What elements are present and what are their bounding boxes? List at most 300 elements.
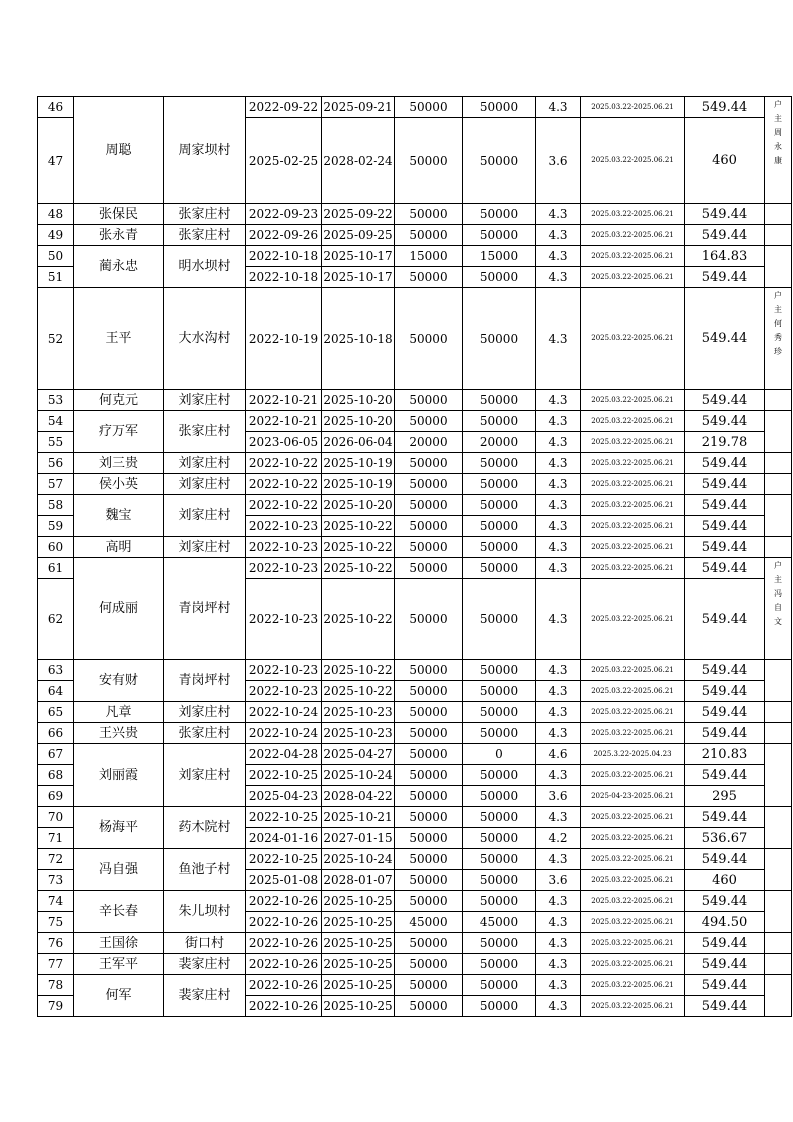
loan-balance-cell: 50000 <box>463 474 536 495</box>
subsidy-amount-cell: 164.83 <box>685 246 765 267</box>
loan-amount-cell: 50000 <box>395 975 463 996</box>
borrower-name-cell: 张永青 <box>74 225 164 246</box>
village-cell: 街口村 <box>164 933 246 954</box>
interest-period-cell: 2025.03.22-2025.06.21 <box>581 453 685 474</box>
subsidy-amount-cell: 549.44 <box>685 579 765 660</box>
interest-rate-cell: 4.3 <box>536 495 581 516</box>
village-cell: 刘家庄村 <box>164 744 246 807</box>
table-row <box>38 288 792 390</box>
row-number-cell: 52 <box>38 288 74 390</box>
interest-period-cell: 2025.03.22-2025.06.21 <box>581 432 685 453</box>
loan-start-date-cell: 2024-01-16 <box>246 828 322 849</box>
subsidy-amount-cell: 549.44 <box>685 97 765 118</box>
village-cell: 刘家庄村 <box>164 474 246 495</box>
interest-rate-cell: 4.3 <box>536 204 581 225</box>
loan-end-date-cell: 2025-10-23 <box>322 723 395 744</box>
loan-balance-cell: 15000 <box>463 246 536 267</box>
village-cell: 鱼池子村 <box>164 849 246 891</box>
household-head-note: 户 主 周 永 康 <box>774 100 782 165</box>
table-row <box>38 807 792 828</box>
interest-rate-cell: 4.3 <box>536 954 581 975</box>
loan-start-date-cell: 2022-04-28 <box>246 744 322 765</box>
subsidy-amount-cell: 549.44 <box>685 660 765 681</box>
table-row <box>38 246 792 267</box>
loan-start-date-cell: 2022-10-23 <box>246 681 322 702</box>
loan-start-date-cell: 2022-10-26 <box>246 975 322 996</box>
interest-period-cell: 2025.03.22-2025.06.21 <box>581 933 685 954</box>
interest-rate-cell: 4.3 <box>536 933 581 954</box>
subsidy-amount-cell: 549.44 <box>685 681 765 702</box>
loan-balance-cell: 45000 <box>463 912 536 933</box>
loan-balance-cell: 50000 <box>463 891 536 912</box>
loan-end-date-cell: 2028-01-07 <box>322 870 395 891</box>
loan-end-date-cell: 2025-10-25 <box>322 975 395 996</box>
interest-period-cell: 2025.03.22-2025.06.21 <box>581 411 685 432</box>
loan-end-date-cell: 2025-10-21 <box>322 807 395 828</box>
loan-end-date-cell: 2025-10-25 <box>322 933 395 954</box>
village-cell: 裴家庄村 <box>164 954 246 975</box>
loan-amount-cell: 50000 <box>395 723 463 744</box>
loan-interest-table <box>37 96 792 1017</box>
borrower-name-cell: 疗万军 <box>74 411 164 453</box>
subsidy-amount-cell: 460 <box>685 870 765 891</box>
village-cell: 张家庄村 <box>164 723 246 744</box>
loan-end-date-cell: 2025-09-22 <box>322 204 395 225</box>
loan-amount-cell: 50000 <box>395 225 463 246</box>
village-cell: 刘家庄村 <box>164 453 246 474</box>
loan-balance-cell: 50000 <box>463 765 536 786</box>
interest-period-cell: 2025.03.22-2025.06.21 <box>581 267 685 288</box>
loan-end-date-cell: 2025-10-25 <box>322 996 395 1017</box>
loan-end-date-cell: 2025-10-22 <box>322 516 395 537</box>
interest-rate-cell: 4.3 <box>536 996 581 1017</box>
remark-cell <box>765 495 792 537</box>
loan-start-date-cell: 2025-01-08 <box>246 870 322 891</box>
loan-end-date-cell: 2025-09-21 <box>322 97 395 118</box>
loan-amount-cell: 50000 <box>395 807 463 828</box>
loan-balance-cell: 50000 <box>463 537 536 558</box>
loan-amount-cell: 50000 <box>395 660 463 681</box>
row-number-cell: 46 <box>38 97 74 118</box>
interest-rate-cell: 4.3 <box>536 891 581 912</box>
interest-period-cell: 2025.03.22-2025.06.21 <box>581 681 685 702</box>
interest-rate-cell: 4.3 <box>536 807 581 828</box>
interest-period-cell: 2025.03.22-2025.06.21 <box>581 516 685 537</box>
table-row <box>38 225 792 246</box>
loan-end-date-cell: 2025-10-18 <box>322 288 395 390</box>
loan-balance-cell: 50000 <box>463 225 536 246</box>
table-row <box>38 97 792 118</box>
subsidy-amount-cell: 549.44 <box>685 288 765 390</box>
remark-cell <box>765 744 792 807</box>
interest-period-cell: 2025.03.22-2025.06.21 <box>581 474 685 495</box>
loan-balance-cell: 50000 <box>463 453 536 474</box>
loan-start-date-cell: 2022-10-26 <box>246 891 322 912</box>
row-number-cell: 66 <box>38 723 74 744</box>
loan-start-date-cell: 2022-10-24 <box>246 723 322 744</box>
row-number-cell: 73 <box>38 870 74 891</box>
loan-end-date-cell: 2026-06-04 <box>322 432 395 453</box>
borrower-name-cell: 蔺永忠 <box>74 246 164 288</box>
table-row <box>38 411 792 432</box>
subsidy-amount-cell: 549.44 <box>685 390 765 411</box>
loan-amount-cell: 50000 <box>395 474 463 495</box>
subsidy-amount-cell: 549.44 <box>685 453 765 474</box>
loan-amount-cell: 15000 <box>395 246 463 267</box>
subsidy-amount-cell: 549.44 <box>685 933 765 954</box>
loan-amount-cell: 20000 <box>395 432 463 453</box>
remark-cell <box>765 660 792 702</box>
subsidy-amount-cell: 549.44 <box>685 411 765 432</box>
interest-rate-cell: 4.3 <box>536 97 581 118</box>
interest-rate-cell: 3.6 <box>536 118 581 204</box>
loan-end-date-cell: 2028-04-22 <box>322 786 395 807</box>
remark-cell <box>765 97 792 204</box>
loan-amount-cell: 50000 <box>395 765 463 786</box>
subsidy-amount-cell: 549.44 <box>685 975 765 996</box>
row-number-cell: 64 <box>38 681 74 702</box>
borrower-name-cell: 刘三贵 <box>74 453 164 474</box>
subsidy-amount-cell: 536.67 <box>685 828 765 849</box>
subsidy-amount-cell: 295 <box>685 786 765 807</box>
loan-balance-cell: 50000 <box>463 390 536 411</box>
remark-cell <box>765 954 792 975</box>
remark-cell <box>765 537 792 558</box>
row-number-cell: 65 <box>38 702 74 723</box>
loan-start-date-cell: 2022-10-18 <box>246 267 322 288</box>
subsidy-amount-cell: 549.44 <box>685 807 765 828</box>
interest-rate-cell: 4.3 <box>536 975 581 996</box>
row-number-cell: 72 <box>38 849 74 870</box>
loan-start-date-cell: 2022-10-26 <box>246 954 322 975</box>
borrower-name-cell: 何成丽 <box>74 558 164 660</box>
household-head-note: 户 主 何 秀 珍 <box>774 291 782 356</box>
loan-amount-cell: 50000 <box>395 411 463 432</box>
village-cell: 青岗坪村 <box>164 558 246 660</box>
interest-rate-cell: 3.6 <box>536 870 581 891</box>
interest-period-cell: 2025.03.22-2025.06.21 <box>581 495 685 516</box>
village-cell: 朱儿坝村 <box>164 891 246 933</box>
loan-amount-cell: 50000 <box>395 681 463 702</box>
interest-rate-cell: 4.3 <box>536 516 581 537</box>
table-row <box>38 723 792 744</box>
village-cell: 刘家庄村 <box>164 495 246 537</box>
interest-rate-cell: 4.3 <box>536 558 581 579</box>
loan-amount-cell: 50000 <box>395 828 463 849</box>
loan-start-date-cell: 2022-10-19 <box>246 288 322 390</box>
table-row <box>38 954 792 975</box>
subsidy-amount-cell: 549.44 <box>685 204 765 225</box>
loan-end-date-cell: 2025-10-17 <box>322 267 395 288</box>
borrower-name-cell: 凡章 <box>74 702 164 723</box>
loan-balance-cell: 20000 <box>463 432 536 453</box>
remark-cell <box>765 891 792 933</box>
subsidy-amount-cell: 494.50 <box>685 912 765 933</box>
loan-balance-cell: 50000 <box>463 411 536 432</box>
subsidy-amount-cell: 549.44 <box>685 891 765 912</box>
borrower-name-cell: 侯小英 <box>74 474 164 495</box>
loan-amount-cell: 45000 <box>395 912 463 933</box>
loan-balance-cell: 50000 <box>463 828 536 849</box>
loan-amount-cell: 50000 <box>395 933 463 954</box>
row-number-cell: 49 <box>38 225 74 246</box>
subsidy-amount-cell: 549.44 <box>685 474 765 495</box>
row-number-cell: 57 <box>38 474 74 495</box>
loan-end-date-cell: 2028-02-24 <box>322 118 395 204</box>
loan-amount-cell: 50000 <box>395 516 463 537</box>
interest-period-cell: 2025.03.22-2025.06.21 <box>581 702 685 723</box>
loan-amount-cell: 50000 <box>395 891 463 912</box>
loan-amount-cell: 50000 <box>395 870 463 891</box>
village-cell: 刘家庄村 <box>164 537 246 558</box>
remark-cell <box>765 474 792 495</box>
loan-end-date-cell: 2025-10-19 <box>322 453 395 474</box>
subsidy-amount-cell: 460 <box>685 118 765 204</box>
subsidy-amount-cell: 210.83 <box>685 744 765 765</box>
loan-balance-cell: 50000 <box>463 288 536 390</box>
loan-balance-cell: 50000 <box>463 870 536 891</box>
loan-end-date-cell: 2025-10-25 <box>322 891 395 912</box>
borrower-name-cell: 张保民 <box>74 204 164 225</box>
village-cell: 张家庄村 <box>164 411 246 453</box>
loan-end-date-cell: 2025-04-27 <box>322 744 395 765</box>
village-cell: 青岗坪村 <box>164 660 246 702</box>
table-row <box>38 702 792 723</box>
loan-balance-cell: 50000 <box>463 204 536 225</box>
interest-rate-cell: 4.2 <box>536 828 581 849</box>
loan-amount-cell: 50000 <box>395 97 463 118</box>
interest-period-cell: 2025.03.22-2025.06.21 <box>581 118 685 204</box>
row-number-cell: 54 <box>38 411 74 432</box>
loan-amount-cell: 50000 <box>395 390 463 411</box>
interest-rate-cell: 4.3 <box>536 849 581 870</box>
borrower-name-cell: 杨海平 <box>74 807 164 849</box>
loan-amount-cell: 50000 <box>395 267 463 288</box>
loan-balance-cell: 50000 <box>463 996 536 1017</box>
loan-balance-cell: 50000 <box>463 660 536 681</box>
subsidy-amount-cell: 549.44 <box>685 537 765 558</box>
row-number-cell: 48 <box>38 204 74 225</box>
loan-balance-cell: 0 <box>463 744 536 765</box>
loan-balance-cell: 50000 <box>463 933 536 954</box>
row-number-cell: 76 <box>38 933 74 954</box>
interest-rate-cell: 4.3 <box>536 537 581 558</box>
subsidy-amount-cell: 549.44 <box>685 702 765 723</box>
interest-period-cell: 2025.03.22-2025.06.21 <box>581 97 685 118</box>
interest-rate-cell: 4.3 <box>536 246 581 267</box>
interest-period-cell: 2025.03.22-2025.06.21 <box>581 996 685 1017</box>
subsidy-amount-cell: 219.78 <box>685 432 765 453</box>
loan-end-date-cell: 2025-10-20 <box>322 495 395 516</box>
village-cell: 大水沟村 <box>164 288 246 390</box>
row-number-cell: 47 <box>38 118 74 204</box>
loan-start-date-cell: 2022-10-23 <box>246 660 322 681</box>
loan-start-date-cell: 2022-10-25 <box>246 807 322 828</box>
loan-amount-cell: 50000 <box>395 579 463 660</box>
loan-balance-cell: 50000 <box>463 495 536 516</box>
borrower-name-cell: 王兴贵 <box>74 723 164 744</box>
table-row <box>38 975 792 996</box>
table-row <box>38 537 792 558</box>
table-row <box>38 849 792 870</box>
interest-rate-cell: 4.3 <box>536 225 581 246</box>
row-number-cell: 75 <box>38 912 74 933</box>
loan-start-date-cell: 2025-04-23 <box>246 786 322 807</box>
loan-end-date-cell: 2025-10-22 <box>322 660 395 681</box>
interest-rate-cell: 4.3 <box>536 432 581 453</box>
table-row <box>38 474 792 495</box>
row-number-cell: 77 <box>38 954 74 975</box>
row-number-cell: 70 <box>38 807 74 828</box>
interest-period-cell: 2025.03.22-2025.06.21 <box>581 912 685 933</box>
loan-end-date-cell: 2025-09-25 <box>322 225 395 246</box>
loan-amount-cell: 50000 <box>395 495 463 516</box>
loan-start-date-cell: 2022-10-26 <box>246 912 322 933</box>
table-row <box>38 495 792 516</box>
table-row <box>38 891 792 912</box>
row-number-cell: 55 <box>38 432 74 453</box>
loan-start-date-cell: 2022-09-23 <box>246 204 322 225</box>
table-row <box>38 744 792 765</box>
remark-cell <box>765 390 792 411</box>
loan-start-date-cell: 2022-10-18 <box>246 246 322 267</box>
remark-cell <box>765 558 792 660</box>
remark-cell <box>765 246 792 288</box>
row-number-cell: 79 <box>38 996 74 1017</box>
borrower-name-cell: 何军 <box>74 975 164 1017</box>
interest-period-cell: 2025.03.22-2025.06.21 <box>581 723 685 744</box>
borrower-name-cell: 王国徐 <box>74 933 164 954</box>
loan-amount-cell: 50000 <box>395 558 463 579</box>
loan-start-date-cell: 2022-10-25 <box>246 849 322 870</box>
loan-balance-cell: 50000 <box>463 807 536 828</box>
row-number-cell: 71 <box>38 828 74 849</box>
interest-period-cell: 2025.03.22-2025.06.21 <box>581 204 685 225</box>
subsidy-amount-cell: 549.44 <box>685 849 765 870</box>
loan-end-date-cell: 2025-10-24 <box>322 849 395 870</box>
loan-start-date-cell: 2022-10-23 <box>246 558 322 579</box>
interest-rate-cell: 4.3 <box>536 267 581 288</box>
interest-rate-cell: 4.3 <box>536 579 581 660</box>
subsidy-amount-cell: 549.44 <box>685 495 765 516</box>
loan-end-date-cell: 2025-10-20 <box>322 390 395 411</box>
interest-period-cell: 2025.03.22-2025.06.21 <box>581 579 685 660</box>
loan-amount-cell: 50000 <box>395 453 463 474</box>
table-row <box>38 204 792 225</box>
village-cell: 周家坝村 <box>164 97 246 204</box>
remark-cell <box>765 453 792 474</box>
loan-start-date-cell: 2022-10-22 <box>246 453 322 474</box>
subsidy-amount-cell: 549.44 <box>685 558 765 579</box>
loan-start-date-cell: 2025-02-25 <box>246 118 322 204</box>
row-number-cell: 59 <box>38 516 74 537</box>
interest-period-cell: 2025.03.22-2025.06.21 <box>581 225 685 246</box>
interest-rate-cell: 3.6 <box>536 786 581 807</box>
loan-end-date-cell: 2025-10-25 <box>322 912 395 933</box>
loan-balance-cell: 50000 <box>463 516 536 537</box>
loan-end-date-cell: 2025-10-22 <box>322 681 395 702</box>
village-cell: 刘家庄村 <box>164 702 246 723</box>
interest-rate-cell: 4.3 <box>536 411 581 432</box>
table-row <box>38 933 792 954</box>
remark-cell <box>765 204 792 225</box>
borrower-name-cell: 刘丽霞 <box>74 744 164 807</box>
loan-end-date-cell: 2025-10-22 <box>322 579 395 660</box>
remark-cell <box>765 702 792 723</box>
remark-cell <box>765 975 792 1017</box>
loan-amount-cell: 50000 <box>395 996 463 1017</box>
subsidy-amount-cell: 549.44 <box>685 225 765 246</box>
interest-period-cell: 2025.03.22-2025.06.21 <box>581 870 685 891</box>
loan-balance-cell: 50000 <box>463 579 536 660</box>
village-cell: 裴家庄村 <box>164 975 246 1017</box>
loan-balance-cell: 50000 <box>463 97 536 118</box>
loan-amount-cell: 50000 <box>395 118 463 204</box>
interest-rate-cell: 4.3 <box>536 453 581 474</box>
loan-start-date-cell: 2022-10-26 <box>246 933 322 954</box>
interest-rate-cell: 4.3 <box>536 702 581 723</box>
row-number-cell: 69 <box>38 786 74 807</box>
household-head-note: 户 主 冯 自 文 <box>774 561 782 626</box>
row-number-cell: 78 <box>38 975 74 996</box>
row-number-cell: 53 <box>38 390 74 411</box>
loan-balance-cell: 50000 <box>463 954 536 975</box>
interest-rate-cell: 4.3 <box>536 723 581 744</box>
row-number-cell: 67 <box>38 744 74 765</box>
loan-start-date-cell: 2023-06-05 <box>246 432 322 453</box>
loan-amount-cell: 50000 <box>395 744 463 765</box>
table-row <box>38 390 792 411</box>
loan-balance-cell: 50000 <box>463 558 536 579</box>
interest-rate-cell: 4.3 <box>536 912 581 933</box>
village-cell: 刘家庄村 <box>164 390 246 411</box>
interest-rate-cell: 4.3 <box>536 681 581 702</box>
loan-start-date-cell: 2022-10-24 <box>246 702 322 723</box>
interest-rate-cell: 4.3 <box>536 660 581 681</box>
remark-cell <box>765 723 792 744</box>
loan-start-date-cell: 2022-10-23 <box>246 579 322 660</box>
loan-end-date-cell: 2025-10-20 <box>322 411 395 432</box>
loan-start-date-cell: 2022-09-22 <box>246 97 322 118</box>
loan-end-date-cell: 2025-10-22 <box>322 558 395 579</box>
village-cell: 明水坝村 <box>164 246 246 288</box>
interest-period-cell: 2025.03.22-2025.06.21 <box>581 390 685 411</box>
loan-balance-cell: 50000 <box>463 702 536 723</box>
row-number-cell: 62 <box>38 579 74 660</box>
remark-cell <box>765 225 792 246</box>
interest-period-cell: 2025.03.22-2025.06.21 <box>581 537 685 558</box>
village-cell: 张家庄村 <box>164 225 246 246</box>
row-number-cell: 56 <box>38 453 74 474</box>
interest-rate-cell: 4.6 <box>536 744 581 765</box>
remark-cell <box>765 807 792 849</box>
interest-period-cell: 2025.3.22-2025.04.23 <box>581 744 685 765</box>
subsidy-amount-cell: 549.44 <box>685 516 765 537</box>
loan-start-date-cell: 2022-10-26 <box>246 996 322 1017</box>
row-number-cell: 50 <box>38 246 74 267</box>
row-number-cell: 58 <box>38 495 74 516</box>
loan-balance-cell: 50000 <box>463 849 536 870</box>
borrower-name-cell: 冯自强 <box>74 849 164 891</box>
row-number-cell: 60 <box>38 537 74 558</box>
subsidy-amount-cell: 549.44 <box>685 765 765 786</box>
loan-balance-cell: 50000 <box>463 267 536 288</box>
borrower-name-cell: 辛长春 <box>74 891 164 933</box>
loan-amount-cell: 50000 <box>395 702 463 723</box>
loan-end-date-cell: 2027-01-15 <box>322 828 395 849</box>
subsidy-amount-cell: 549.44 <box>685 723 765 744</box>
row-number-cell: 61 <box>38 558 74 579</box>
